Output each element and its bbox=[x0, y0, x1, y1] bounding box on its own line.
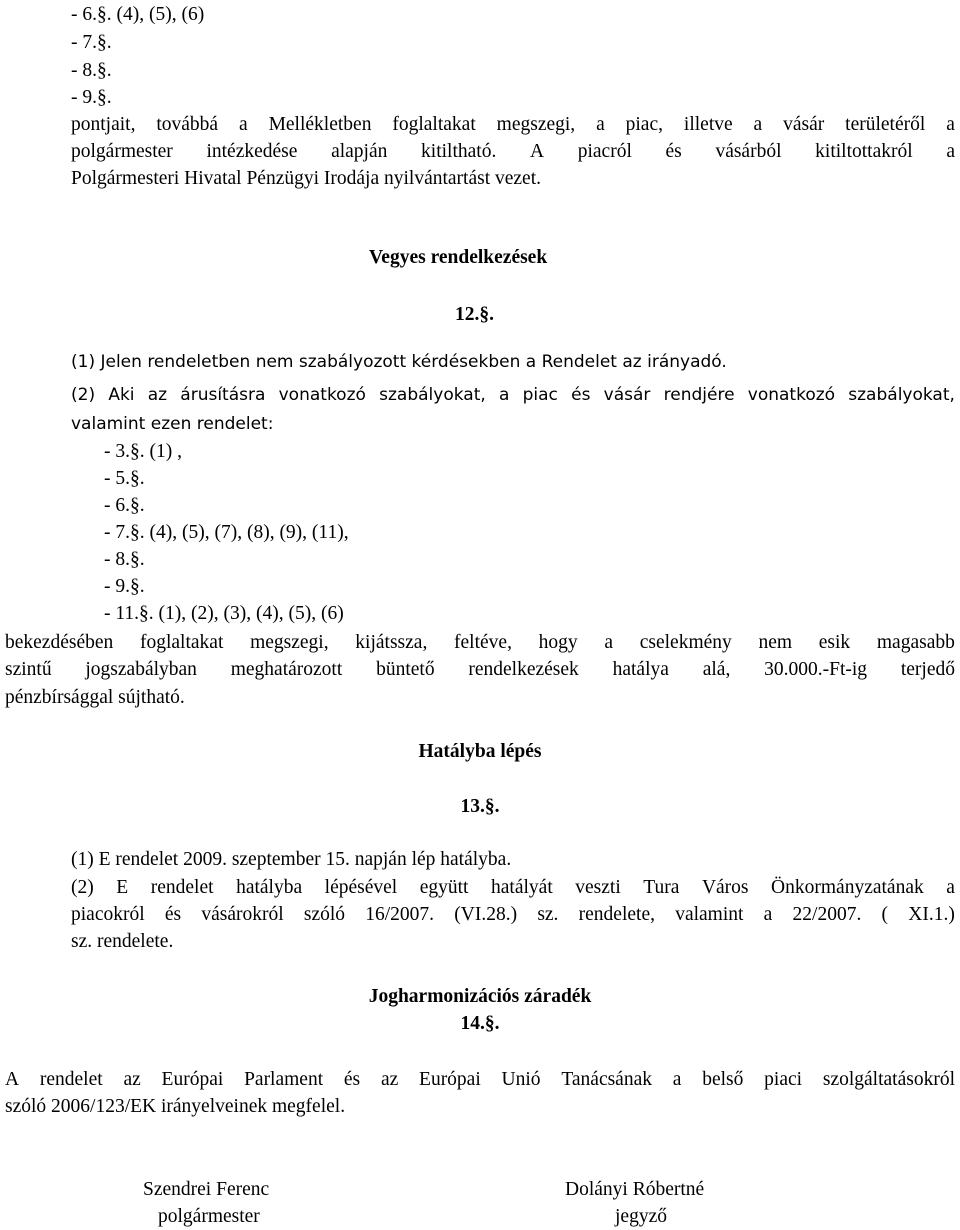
intro-line: polgármester intézkedése alapján kitiltható. A piacról és vásárból kitiltottakról a bbox=[71, 141, 955, 162]
section-number-12: 12.§. bbox=[455, 304, 494, 325]
eu-compliance-line: A rendelet az Európai Parlament és az Európai Unió Tanácsának a belső piaci szolgáltatásokról bbox=[5, 1069, 955, 1090]
paragraph-13-2-line: (2) E rendelet hatályba lépésével együtt hatályát veszti Tura Város Önkormányzatának a bbox=[71, 877, 955, 898]
list-item: - 5.§. bbox=[104, 468, 145, 489]
list-item: - 6.§. bbox=[104, 495, 145, 516]
penalty-line: pénzbírsággal sújtható. bbox=[5, 687, 185, 708]
penalty-line: szintű jogszabályban meghatározott büntető rendelkezések hatálya alá, 30.000.-Ft-ig terjedő bbox=[5, 659, 955, 680]
list-item: - 6.§. (4), (5), (6) bbox=[71, 4, 205, 25]
paragraph-13-1: (1) E rendelet 2009. szeptember 15. napján lép hatályba. bbox=[71, 849, 512, 870]
paragraph-12-2-line: valamint ezen rendelet: bbox=[71, 414, 274, 434]
signature-title-mayor: polgármester bbox=[158, 1206, 260, 1227]
list-item: - 7.§. bbox=[71, 32, 112, 53]
signature-name-notary: Dolányi Róbertné bbox=[565, 1179, 705, 1200]
list-item: - 7.§. (4), (5), (7), (8), (9), (11), bbox=[104, 522, 349, 543]
section-heading-jogharmonizacio: Jogharmonizációs záradék bbox=[368, 986, 592, 1007]
section-number-14: 14.§. bbox=[460, 1013, 500, 1034]
paragraph-12-1: (1) Jelen rendeletben nem szabályozott kérdésekben a Rendelet az irányadó. bbox=[71, 352, 727, 372]
signature-name-mayor: Szendrei Ferenc bbox=[143, 1179, 270, 1200]
list-item: - 8.§. bbox=[104, 549, 145, 570]
penalty-line: bekezdésében foglaltakat megszegi, kijátssza, feltéve, hogy a cselekmény nem esik magasabb bbox=[5, 632, 955, 653]
intro-line: Polgármesteri Hivatal Pénzügyi Irodája nyilvántartást vezet. bbox=[71, 168, 542, 189]
list-item: - 3.§. (1) , bbox=[104, 441, 182, 462]
list-item: - 11.§. (1), (2), (3), (4), (5), (6) bbox=[104, 603, 344, 624]
section-heading-vegyes: Vegyes rendelkezések bbox=[369, 247, 548, 268]
list-item: - 9.§. bbox=[71, 87, 112, 108]
paragraph-13-2-line: sz. rendelete. bbox=[71, 931, 174, 952]
list-item: - 8.§. bbox=[71, 60, 112, 81]
intro-line: pontjait, továbbá a Mellékletben foglaltakat megszegi, a piac, illetve a vásár területéről a bbox=[71, 114, 955, 135]
section-number-13: 13.§. bbox=[460, 796, 500, 817]
signature-title-notary: jegyző bbox=[615, 1206, 667, 1227]
paragraph-12-2-line: (2) Aki az árusításra vonatkozó szabályokat, a piac és vásár rendjére vonatkozó szabályokat, bbox=[71, 385, 955, 405]
eu-compliance-line: szóló 2006/123/EK irányelveinek megfelel. bbox=[5, 1096, 346, 1117]
paragraph-13-2-line: piacokról és vásárokról szóló 16/2007. (VI.28.) sz. rendelete, valamint a 22/2007. ( XI.1.) bbox=[71, 904, 955, 925]
section-heading-hatalyba: Hatályba lépés bbox=[418, 741, 542, 762]
list-item: - 9.§. bbox=[104, 576, 145, 597]
